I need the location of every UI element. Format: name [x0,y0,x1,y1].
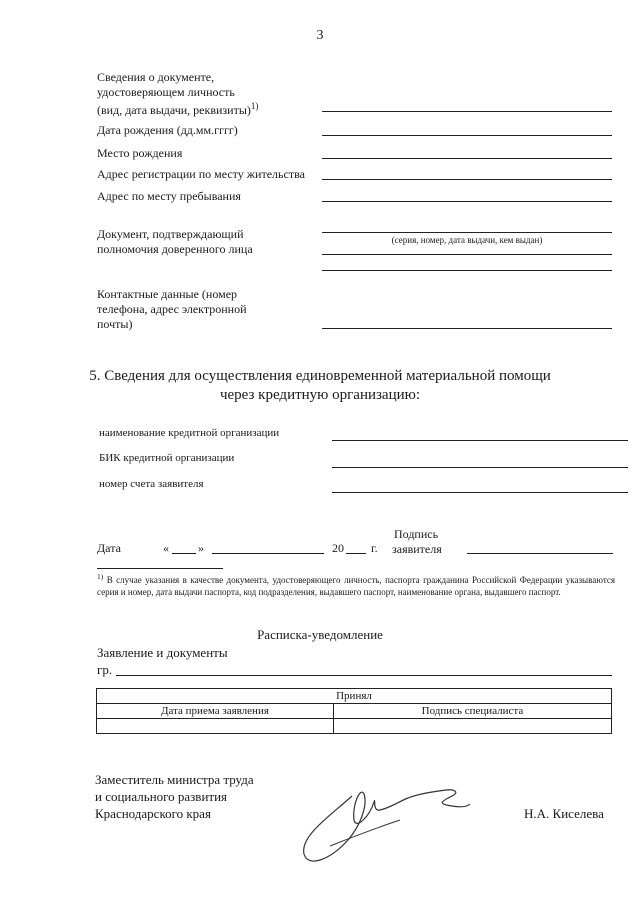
field-label-birth-date: Дата рождения (дд.мм.гггг) [97,123,238,137]
proxy-document-line-3[interactable] [322,270,612,271]
receipt-citizen-line[interactable] [116,675,612,676]
contacts-line[interactable] [322,328,612,329]
bank-bik-line[interactable] [332,467,628,468]
acceptance-table [96,688,612,734]
bank-name-line[interactable] [332,440,628,441]
acceptance-table-header: Принял [97,689,612,704]
field-label-bank-bik: БИК кредитной организации [99,452,235,464]
field-label-stay-address: Адрес по месту пребывания [97,189,241,203]
field-label-proxy-document: Документ, подтверждающий полномочия доверенного лица [97,227,253,256]
registration-address-line[interactable] [322,179,612,180]
signature-label-top: Подпись [394,527,439,541]
field-label-contacts: Контактные данные (номер телефона, адрес электронной почты) [97,287,247,331]
applicant-signature-line[interactable] [467,553,613,554]
section-5-title: 5. Сведения для осуществления единовременной материальной помощи через кредитную организацию: [89,368,551,403]
receipt-title: Расписка-уведомление [257,627,383,642]
date-month-line[interactable] [212,553,324,554]
proxy-document-line-2[interactable] [322,254,612,255]
signoff-name: Н.А. Киселева [524,806,604,821]
field-label-bank-name: наименование кредитной организации [99,427,280,439]
date-close-quote: » [198,541,204,555]
birth-date-line[interactable] [322,135,612,136]
cell-receipt-date[interactable] [97,719,334,734]
proxy-document-hint: (серия, номер, дата выдачи, кем выдан) [391,235,543,245]
footnote-separator [97,568,223,569]
field-label-birth-place: Место рождения [97,146,183,160]
date-year-prefix: 20 [332,541,344,555]
signature-label-bottom: заявителя [392,542,442,556]
field-label-identity-document: Сведения о документе, удостоверяющем личность (вид, дата выдачи, реквизиты)$^{1)}$ [97,70,259,117]
receipt-documents-label: Заявление и документы [97,645,228,660]
cell-specialist-signature[interactable] [333,719,611,734]
proxy-document-line-1[interactable] [322,232,612,233]
handwritten-signature [290,776,490,876]
date-open-quote: « [163,541,169,555]
stay-address-line[interactable] [322,201,612,202]
col-specialist-signature: Подпись специалиста [333,704,611,719]
field-label-account-number: номер счета заявителя [99,478,204,490]
account-number-line[interactable] [332,492,628,493]
date-label: Дата [97,541,121,555]
col-receipt-date: Дата приема заявления [97,704,334,719]
page-number: 3 [316,28,324,43]
footnote-text: $^{1)}$ В случае указания в качестве документа, удостоверяющего личность, паспорта гражданина Российской Федерации указываются серия и номер, дата выдачи паспорта, код подразделения, выдавшего паспорт, наименование органа, выдавшего паспорт. [97,572,615,597]
date-year-suffix: г. [371,541,378,555]
identity-document-line[interactable] [322,111,612,112]
receipt-citizen-prefix: гр. [97,662,113,677]
date-day-line[interactable] [172,553,196,554]
birth-place-line[interactable] [322,158,612,159]
field-label-registration-address: Адрес регистрации по месту жительства [97,167,305,181]
date-year-line[interactable] [346,553,366,554]
signoff-position: Заместитель министра труда и социального развития Краснодарского края [95,772,254,821]
